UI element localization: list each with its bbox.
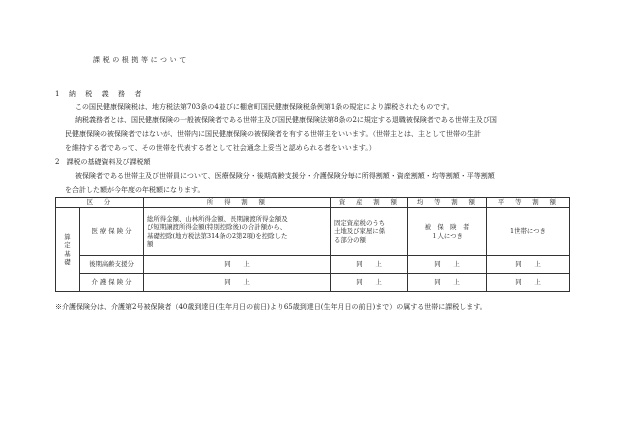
table-row — [56, 256, 570, 274]
cell-equal-care: 同 上 — [408, 274, 487, 292]
footnote: ※介護保険分は、介護第2号被保険者（40歳到達日(生年月日の前日)より65歳到達日(生年月日の前日)まで）の属する世帯に課税します。 — [55, 303, 487, 311]
tax-basis-table — [55, 197, 570, 292]
cell-income-medical: 総所得金額、山林所得金額、長期譲渡所得金額及 び短期譲渡所得金額(特別控除後)の合計額から、 基礎控除(地方税法第314条の2第2項)を控除した 額 — [144, 208, 331, 256]
header-category: 区 分 — [56, 198, 144, 208]
cell-asset-medical: 固定資産税のうち 土地及び家屋に係 る部分の額 — [331, 208, 408, 256]
table-row — [56, 274, 570, 292]
section1-line: 納税義務者とは、国民健康保険の一般被保険者である世帯主及び国民健康保険法第8条の2に規定する退職被保険者である世帯主及び国 — [75, 116, 497, 124]
cell-flat-medical: 1世帯につき — [487, 208, 570, 256]
row-label-long-term-care: 介 護 保 険 分 — [80, 274, 144, 292]
section2-heading: 2 課税の基礎資料及び課税額 — [55, 158, 151, 166]
table-header-row — [56, 198, 570, 208]
header-per-capita-levy: 均 等 割 額 — [408, 198, 487, 208]
section1-line: この国民健康保険税は、地方税法第703条の4並びに棚倉町国民健康保険税条例第1条の規定により課税されたものです。 — [75, 103, 454, 111]
header-asset-levy: 資 産 割 額 — [331, 198, 408, 208]
cell-asset-care: 同 上 — [331, 274, 408, 292]
section1-line: を維持する者であって、その世帯を代表する者として社会通念上妥当と認められる者をいいます。） — [65, 144, 376, 152]
header-flat-levy: 平 等 割 額 — [487, 198, 570, 208]
calculation-basis-label: 算 定 基 礎 — [56, 208, 80, 292]
page-title: 課税の根拠等について — [93, 56, 189, 64]
header-income-levy: 所 得 割 額 — [144, 198, 331, 208]
row-label-elderly-support: 後期高齢支援分 — [80, 256, 144, 274]
cell-asset-elderly: 同 上 — [331, 256, 408, 274]
section2-line: を合計した額が今年度の年税額になります。 — [65, 186, 205, 194]
cell-equal-elderly: 同 上 — [408, 256, 487, 274]
cell-income-elderly: 同 上 — [144, 256, 331, 274]
section1-line: 民健康保険の被保険者ではないが、世帯内に国民健康保険の被保険者を有する世帯主をいいます。（世帯主とは、主として世帯の生計 — [65, 130, 481, 138]
cell-flat-care: 同 上 — [487, 274, 570, 292]
section2-line: 被保険者である世帯主及び世帯員について、医療保険分・後期高齢支援分・介護保険分毎に所得割額・資産割額・均等割額・平等割額 — [75, 172, 495, 180]
row-label-medical: 医 療 保 険 分 — [80, 208, 144, 256]
cell-equal-medical: 被 保 険 者 １人につき — [408, 208, 487, 256]
cell-income-care: 同 上 — [144, 274, 331, 292]
table-row — [56, 208, 570, 256]
section1-heading: 1 納 税 義 務 者 — [55, 90, 143, 98]
cell-flat-elderly: 同 上 — [487, 256, 570, 274]
